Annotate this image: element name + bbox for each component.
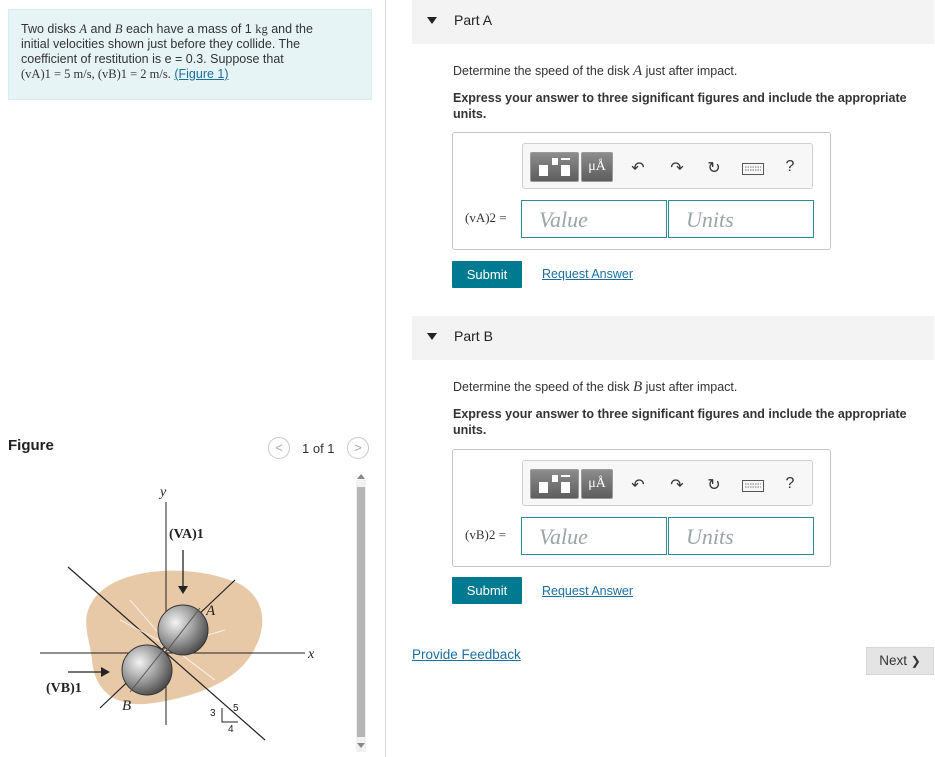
part-b-value-input[interactable]: Value (521, 517, 667, 555)
keyboard-icon[interactable] (742, 162, 764, 180)
problem-line-3: coefficient of restitution is e = 0.3. Suppose that (21, 52, 284, 66)
help-button[interactable]: ? (785, 475, 795, 492)
part-b-answer-box (452, 449, 831, 567)
y-axis-label: y (160, 485, 167, 500)
redo-icon[interactable]: ↷ (670, 477, 684, 494)
problem-line-4: (vA)1 = 5 m/s, (vB)1 = 2 m/s. (Figure 1) (21, 67, 229, 81)
part-a-toolbar (522, 143, 813, 189)
part-b-var-label: (vB)2 = (465, 527, 506, 542)
part-a-units-input[interactable]: Units (668, 200, 814, 238)
part-a-request-answer-link[interactable]: Request Answer (542, 267, 634, 281)
reset-icon[interactable]: ↻ (707, 477, 721, 494)
slope-3-label: 3 (210, 708, 216, 719)
undo-icon[interactable]: ↶ (631, 477, 645, 494)
templates-button[interactable] (530, 469, 579, 499)
part-a-var-label: (vA)2 = (465, 210, 507, 225)
collapse-triangle-icon[interactable] (427, 333, 437, 340)
part-b-units-input[interactable]: Units (668, 517, 814, 555)
reset-icon[interactable]: ↻ (707, 160, 721, 177)
figure-prev-button[interactable]: < (268, 437, 290, 459)
figure-counter: 1 of 1 (302, 441, 335, 456)
units-mu-button[interactable]: μÅ (581, 152, 613, 182)
redo-icon[interactable]: ↷ (670, 160, 684, 177)
part-b-title: Part B (454, 328, 493, 344)
vb-label: (VB)1 (46, 681, 82, 696)
collision-figure (0, 470, 350, 757)
part-b-instruction: Express your answer to three significant figures and include the appropriate units. (453, 407, 907, 437)
templates-icon (531, 153, 578, 181)
next-button-label: Next (879, 653, 907, 668)
problem-line-1: Two disks A and B each have a mass of 1 kg and the (21, 22, 313, 36)
part-b-question: Determine the speed of the disk B just after impact. (453, 379, 738, 395)
x-axis-label: x (308, 647, 315, 662)
provide-feedback-link[interactable]: Provide Feedback (412, 647, 521, 662)
disk-b-label: B (122, 698, 132, 714)
slope-4-label: 4 (228, 724, 234, 735)
templates-button[interactable] (530, 152, 579, 182)
part-b-submit-button[interactable]: Submit (452, 577, 522, 604)
figure-scrollbar-thumb[interactable] (357, 487, 365, 737)
panel-divider (385, 0, 386, 757)
figure-next-button[interactable]: > (347, 437, 369, 459)
units-mu-button[interactable]: μÅ (581, 469, 613, 499)
part-a-value-input[interactable]: Value (521, 200, 667, 238)
figure-link[interactable]: (Figure 1) (174, 67, 229, 81)
part-a-answer-box (452, 132, 831, 250)
part-a-submit-button[interactable]: Submit (452, 261, 522, 288)
figure-title: Figure (8, 437, 54, 454)
scroll-up-icon[interactable] (357, 474, 365, 479)
scroll-down-icon[interactable] (357, 743, 365, 748)
problem-line-2: initial velocities shown just before they collide. The (21, 37, 301, 51)
templates-icon (531, 470, 578, 498)
left-panel (0, 0, 385, 757)
part-b-request-answer-link[interactable]: Request Answer (542, 584, 634, 598)
part-b-header[interactable] (412, 316, 934, 360)
next-button[interactable] (866, 647, 934, 675)
part-a-instruction: Express your answer to three significant figures and include the appropriate units. (453, 91, 907, 121)
chevron-right-icon: ❯ (910, 654, 921, 668)
undo-icon[interactable]: ↶ (631, 160, 645, 177)
va-label: (VA)1 (169, 527, 204, 542)
part-a-question: Determine the speed of the disk A just after impact. (453, 63, 738, 79)
help-button[interactable]: ? (785, 158, 795, 175)
collapse-triangle-icon[interactable] (427, 17, 437, 24)
problem-statement (8, 9, 372, 100)
part-a-title: Part A (454, 12, 493, 28)
keyboard-icon[interactable] (742, 479, 764, 497)
part-b-toolbar (522, 460, 813, 506)
part-a-header[interactable] (412, 0, 934, 44)
slope-5-label: 5 (233, 703, 239, 714)
disk-a-label: A (206, 603, 216, 619)
